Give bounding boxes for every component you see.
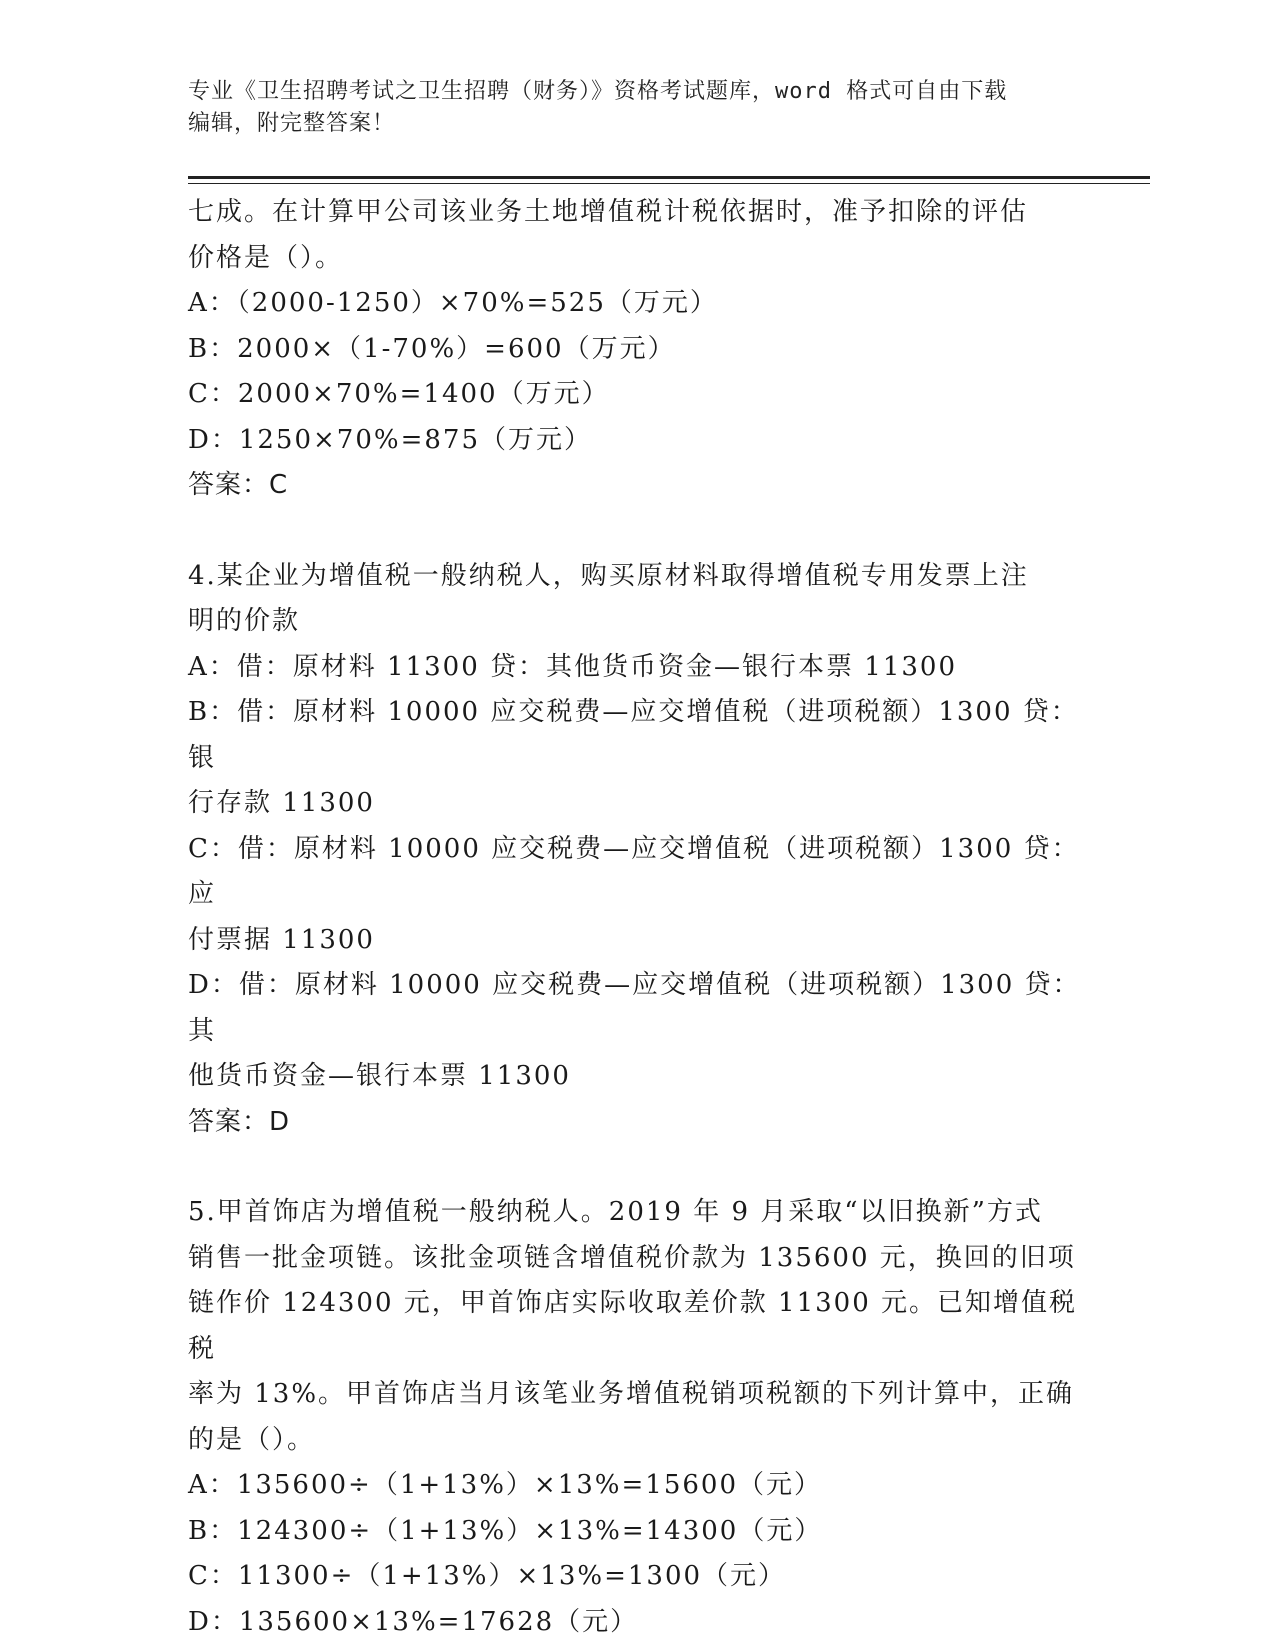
option-c: C：11300÷（1+13%）×13%=1300（元） (188, 1561, 787, 1591)
option-d: D：1250×70%=875（万元） (188, 424, 592, 455)
option-d-continued: 他货币资金—银行本票 11300 (188, 1061, 571, 1091)
document-header (188, 76, 1068, 140)
answer-line: 答案：C (188, 470, 289, 500)
question-3 (188, 190, 1088, 509)
option-c-continued: 付票据 11300 (188, 924, 375, 955)
answer-line: 答案：D (188, 1106, 291, 1137)
question-stem-line: 链作价 124300 元，甲首饰店实际收取差价款 11300 元。已知增值税税 (188, 1288, 1078, 1364)
question-stem-line: 的是（）。 (188, 1424, 316, 1455)
option-d: D：借：原材料 10000 应交税费—应交增值税（进项税额）1300 贷：其 (188, 970, 1081, 1046)
question-stem-line: 价格是（）。 (188, 242, 344, 273)
question-stem-line: 销售一批金项链。该批金项链含增值税价款为 135600 元，换回的旧项 (188, 1242, 1076, 1273)
option-d: D：135600×13%=17628（元） (188, 1606, 639, 1637)
option-a: A：（2000-1250）×70%=525（万元） (188, 288, 718, 318)
option-b: B：借：原材料 10000 应交税费—应交增值税（进项税额）1300 贷：银 (188, 697, 1079, 773)
question-5 (188, 1190, 1088, 1645)
question-stem-line: 明的价款 (188, 606, 301, 636)
header-divider-thick (188, 176, 1150, 179)
question-4 (188, 554, 1088, 1146)
option-a: A：135600÷（1+13%）×13%=15600（元） (188, 1470, 822, 1500)
option-b: B：124300÷（1+13%）×13%=14300（元） (188, 1515, 823, 1546)
spacer (188, 1145, 1088, 1190)
option-c: C：2000×70%=1400（万元） (188, 379, 610, 409)
option-b: B：2000×（1-70%）=600（万元） (188, 333, 676, 364)
document-body (188, 190, 1088, 1645)
header-divider-thin (188, 183, 1150, 184)
question-stem-line: 率为 13%。甲首饰店当月该笔业务增值税销项税额的下列计算中，正确 (188, 1379, 1075, 1409)
spacer (188, 509, 1088, 554)
question-stem-line: 5.甲首饰店为增值税一般纳税人。2019 年 9 月采取“以旧换新”方式 (188, 1197, 1043, 1227)
option-b-continued: 行存款 11300 (188, 788, 375, 818)
header-line-1: 专业《卫生招聘考试之卫生招聘（财务）》资格考试题库，word 格式可自由下载 (188, 79, 1008, 104)
header-line-2: 编辑，附完整答案！ (188, 111, 396, 136)
question-stem-line: 4.某企业为增值税一般纳税人，购买原材料取得增值税专用发票上注 (188, 560, 1029, 591)
question-stem-line: 七成。在计算甲公司该业务土地增值税计税依据时，准予扣除的评估 (188, 197, 1029, 227)
option-c: C：借：原材料 10000 应交税费—应交增值税（进项税额）1300 贷：应 (188, 833, 1080, 909)
option-a: A：借：原材料 11300 贷：其他货币资金—银行本票 11300 (188, 651, 957, 682)
